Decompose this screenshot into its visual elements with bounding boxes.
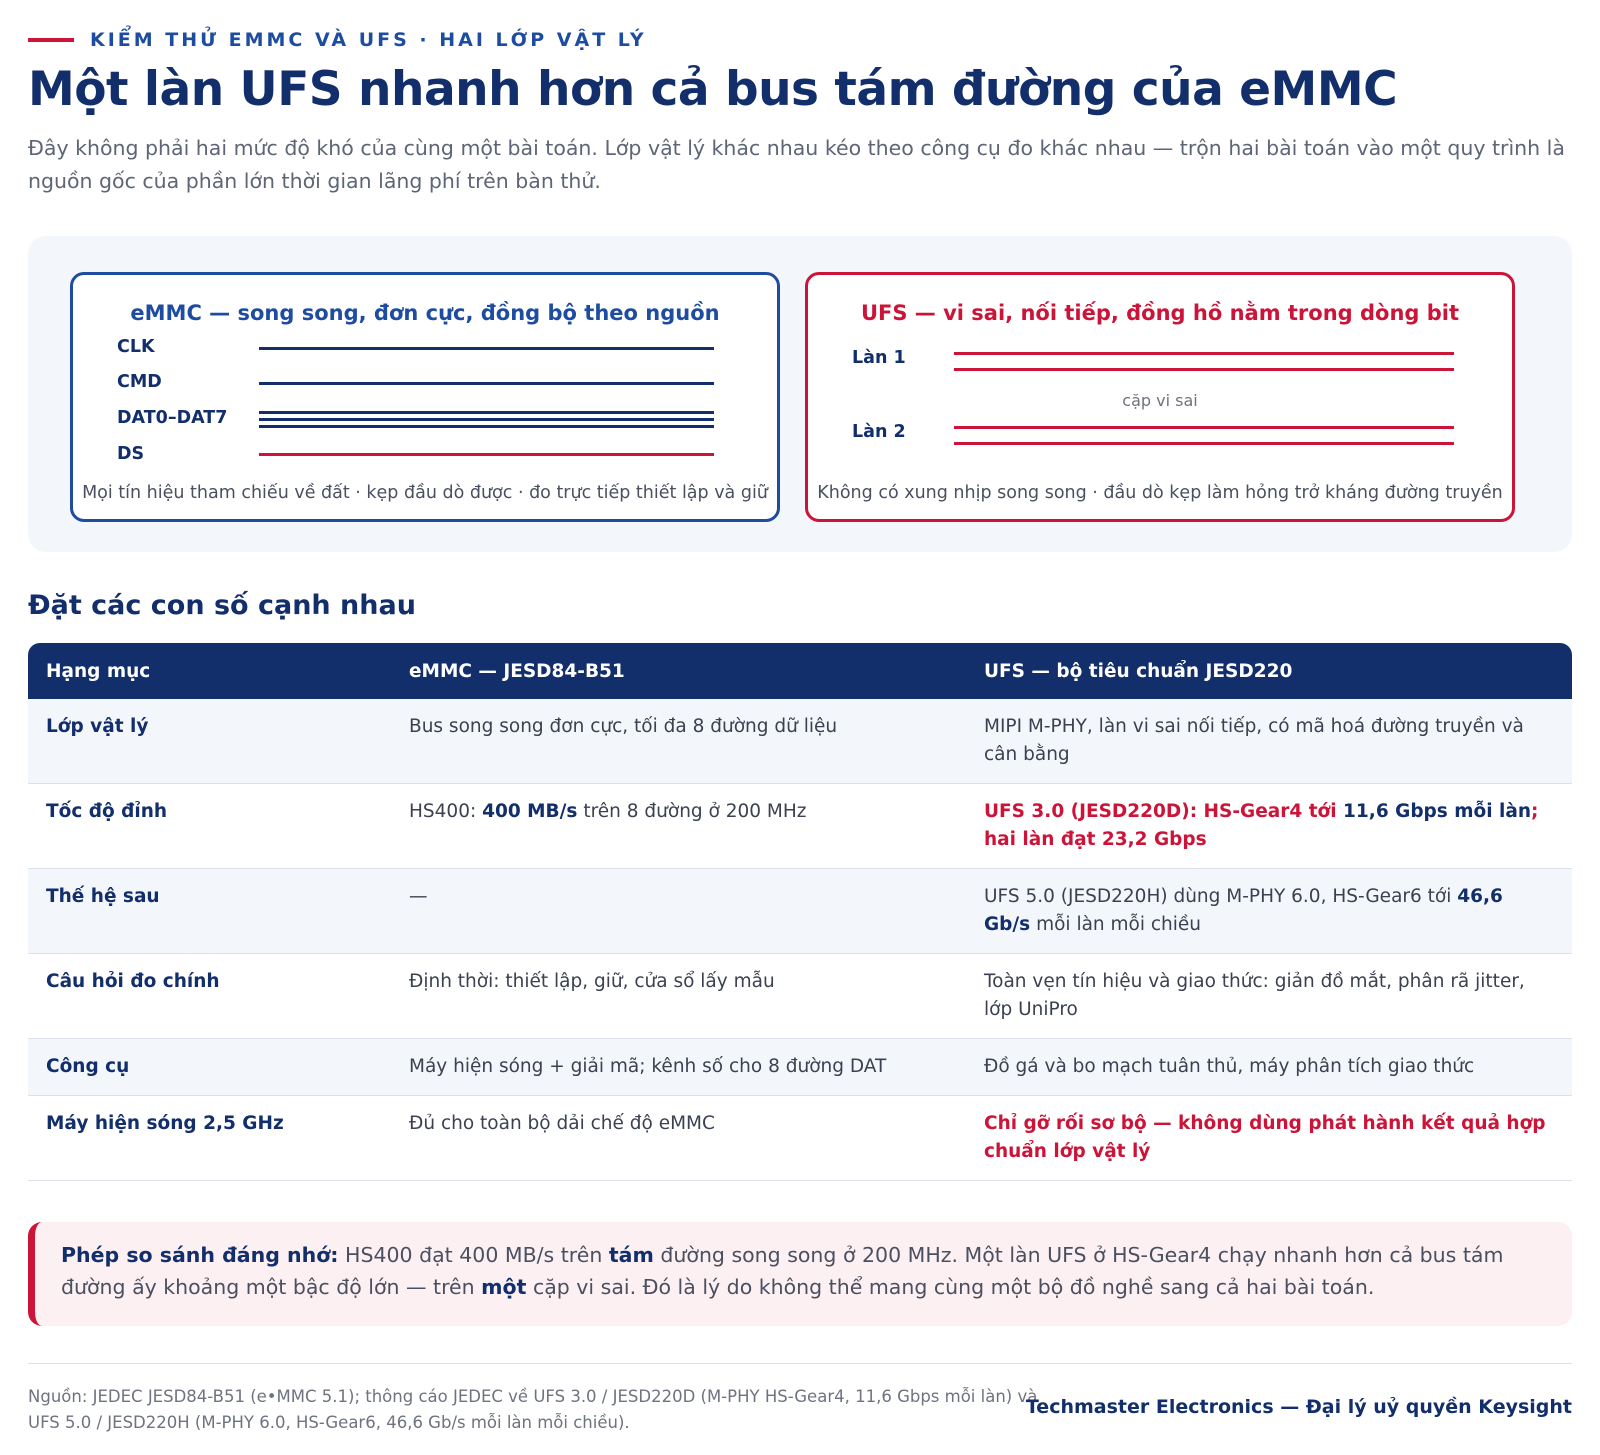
comparison-table	[28, 643, 1572, 1181]
cell-text: UFS 5.0 (JESD220H) dùng M-PHY 6.0, HS-Gear6 tới	[984, 886, 1458, 907]
emmc-diagram-note: Mọi tín hiệu tham chiếu về đất · kẹp đầu dò được · đo trực tiếp thiết lập và giữ	[82, 483, 768, 503]
ufs-cell: Toàn vẹn tín hiệu và giao thức: giản đồ mắt, phân rã jitter, lớp UniPro	[966, 954, 1572, 1039]
emmc-cell	[391, 784, 966, 869]
diagram-panel	[28, 236, 1572, 552]
signal-label-dat: DAT0–DAT7	[117, 408, 228, 428]
eyebrow-accent-bar	[28, 38, 74, 42]
page-title: Một làn UFS nhanh hơn cả bus tám đường của eMMC	[28, 62, 1398, 117]
cell-emphasis: 46,6 Gb/s	[984, 886, 1503, 935]
ufs-diagram-note: Không có xung nhịp song song · đầu dò kẹp làm hỏng trở kháng đường truyền	[817, 483, 1503, 503]
lane1-p-line	[954, 352, 1454, 355]
ufs-cell: Chỉ gỡ rối sơ bộ — không dùng phát hành kết quả hợp chuẩn lớp vật lý	[966, 1096, 1572, 1181]
comparison-section-title: Đặt các con số cạnh nhau	[28, 590, 416, 621]
ufs-diagram	[805, 272, 1515, 522]
lane2-p-line	[954, 426, 1454, 429]
emmc-diagram-title: eMMC — song song, đơn cực, đồng bộ theo nguồn	[130, 301, 720, 325]
row-label: Tốc độ đỉnh	[28, 784, 391, 869]
cell-text: mỗi làn mỗi chiều	[1030, 914, 1202, 935]
ufs-cell	[966, 784, 1572, 869]
row-label: Công cụ	[28, 1039, 391, 1096]
lane-label-2: Làn 2	[852, 422, 906, 442]
cell-highlight: ; hai làn đạt 23,2 Gbps	[984, 801, 1539, 850]
lane2-n-line	[954, 442, 1454, 445]
lane1-n-line	[954, 368, 1454, 371]
dat-line-3	[259, 425, 714, 428]
signal-label-ds: DS	[117, 444, 145, 464]
dat-line-1	[259, 411, 714, 414]
ufs-cell	[966, 869, 1572, 954]
callout-text: HS400 đạt 400 MB/s trên	[338, 1243, 609, 1267]
table-row	[28, 1096, 1572, 1181]
table-row	[28, 1039, 1572, 1096]
cell-text: trên 8 đường ở 200 MHz	[577, 801, 807, 822]
cell-emphasis: 400 MB/s	[482, 801, 578, 822]
lede-paragraph: Đây không phải hai mức độ khó của cùng một bài toán. Lớp vật lý khác nhau kéo theo công cụ đo khác nhau — trộn hai bài toán vào một quy trình là nguồn gốc của phần lớn thời gian lãng phí trên bàn thử.	[28, 136, 1565, 193]
column-header: eMMC — JESD84-B51	[391, 643, 966, 699]
key-comparison-callout	[28, 1222, 1572, 1326]
footer-divider	[28, 1363, 1572, 1364]
ufs-cell: MIPI M-PHY, làn vi sai nối tiếp, có mã hoá đường truyền và cân bằng	[966, 699, 1572, 784]
ufs-diagram-title: UFS — vi sai, nối tiếp, đồng hồ nằm trong dòng bit	[860, 301, 1460, 325]
differential-pair-label: cặp vi sai	[1122, 391, 1198, 410]
table-header-row	[28, 643, 1572, 699]
table-row	[28, 954, 1572, 1039]
emmc-cell: Máy hiện sóng + giải mã; kênh số cho 8 đường DAT	[391, 1039, 966, 1096]
emmc-cell: Định thời: thiết lập, giữ, cửa sổ lấy mẫu	[391, 954, 966, 1039]
emmc-cell: Đủ cho toàn bộ dải chế độ eMMC	[391, 1096, 966, 1181]
column-header: Hạng mục	[28, 643, 391, 699]
source-note: Nguồn: JEDEC JESD84-B51 (e•MMC 5.1); thông cáo JEDEC về UFS 3.0 / JESD220D (M-PHY HS-Gear4, 11,6 Gbps mỗi làn) và UFS 5.0 / JESD220H (M-PHY 6.0, HS-Gear6, 46,6 Gb/s mỗi làn mỗi chiều).	[28, 1387, 1038, 1432]
callout-text: đường song song ở 200 MHz. Một làn UFS ở HS-Gear4 chạy nhanh hơn cả bus tám đường ấy khoảng một bậc độ lớn — trên	[61, 1243, 1504, 1299]
row-label: Máy hiện sóng 2,5 GHz	[28, 1096, 391, 1181]
dat-line-2	[259, 418, 714, 421]
eyebrow	[28, 28, 647, 52]
brand-attribution: Techmaster Electronics — Đại lý uỷ quyền Keysight	[1025, 1396, 1572, 1418]
callout-lead: Phép so sánh đáng nhớ:	[61, 1243, 339, 1267]
row-label: Lớp vật lý	[28, 699, 391, 784]
table-row	[28, 869, 1572, 954]
column-header: UFS — bộ tiêu chuẩn JESD220	[966, 643, 1572, 699]
callout-text: cặp vi sai. Đó là lý do không thể mang cùng một bộ đồ nghề sang cả hai bài toán.	[526, 1275, 1375, 1299]
lane-label-1: Làn 1	[852, 348, 906, 368]
emmc-cell: Bus song song đơn cực, tối đa 8 đường dữ liệu	[391, 699, 966, 784]
row-label: Câu hỏi đo chính	[28, 954, 391, 1039]
signal-label-cmd: CMD	[117, 372, 162, 392]
table-row	[28, 699, 1572, 784]
cell-highlight: UFS 3.0 (JESD220D): HS-Gear4 tới	[984, 801, 1344, 822]
callout-emphasis: một	[481, 1275, 527, 1299]
ufs-cell: Đồ gá và bo mạch tuân thủ, máy phân tích giao thức	[966, 1039, 1572, 1096]
cell-emphasis: 11,6 Gbps mỗi làn	[1343, 801, 1532, 822]
cell-text: HS400:	[409, 801, 483, 822]
row-label: Thế hệ sau	[28, 869, 391, 954]
emmc-cell: —	[391, 869, 966, 954]
cmd-line	[259, 382, 714, 385]
ds-line	[259, 453, 714, 456]
table-row	[28, 784, 1572, 869]
eyebrow-text: KIỂM THỬ EMMC VÀ UFS · HAI LỚP VẬT LÝ	[90, 29, 647, 51]
callout-emphasis: tám	[608, 1243, 654, 1267]
emmc-diagram	[70, 272, 780, 522]
signal-label-clk: CLK	[117, 337, 155, 357]
clk-line	[259, 347, 714, 350]
